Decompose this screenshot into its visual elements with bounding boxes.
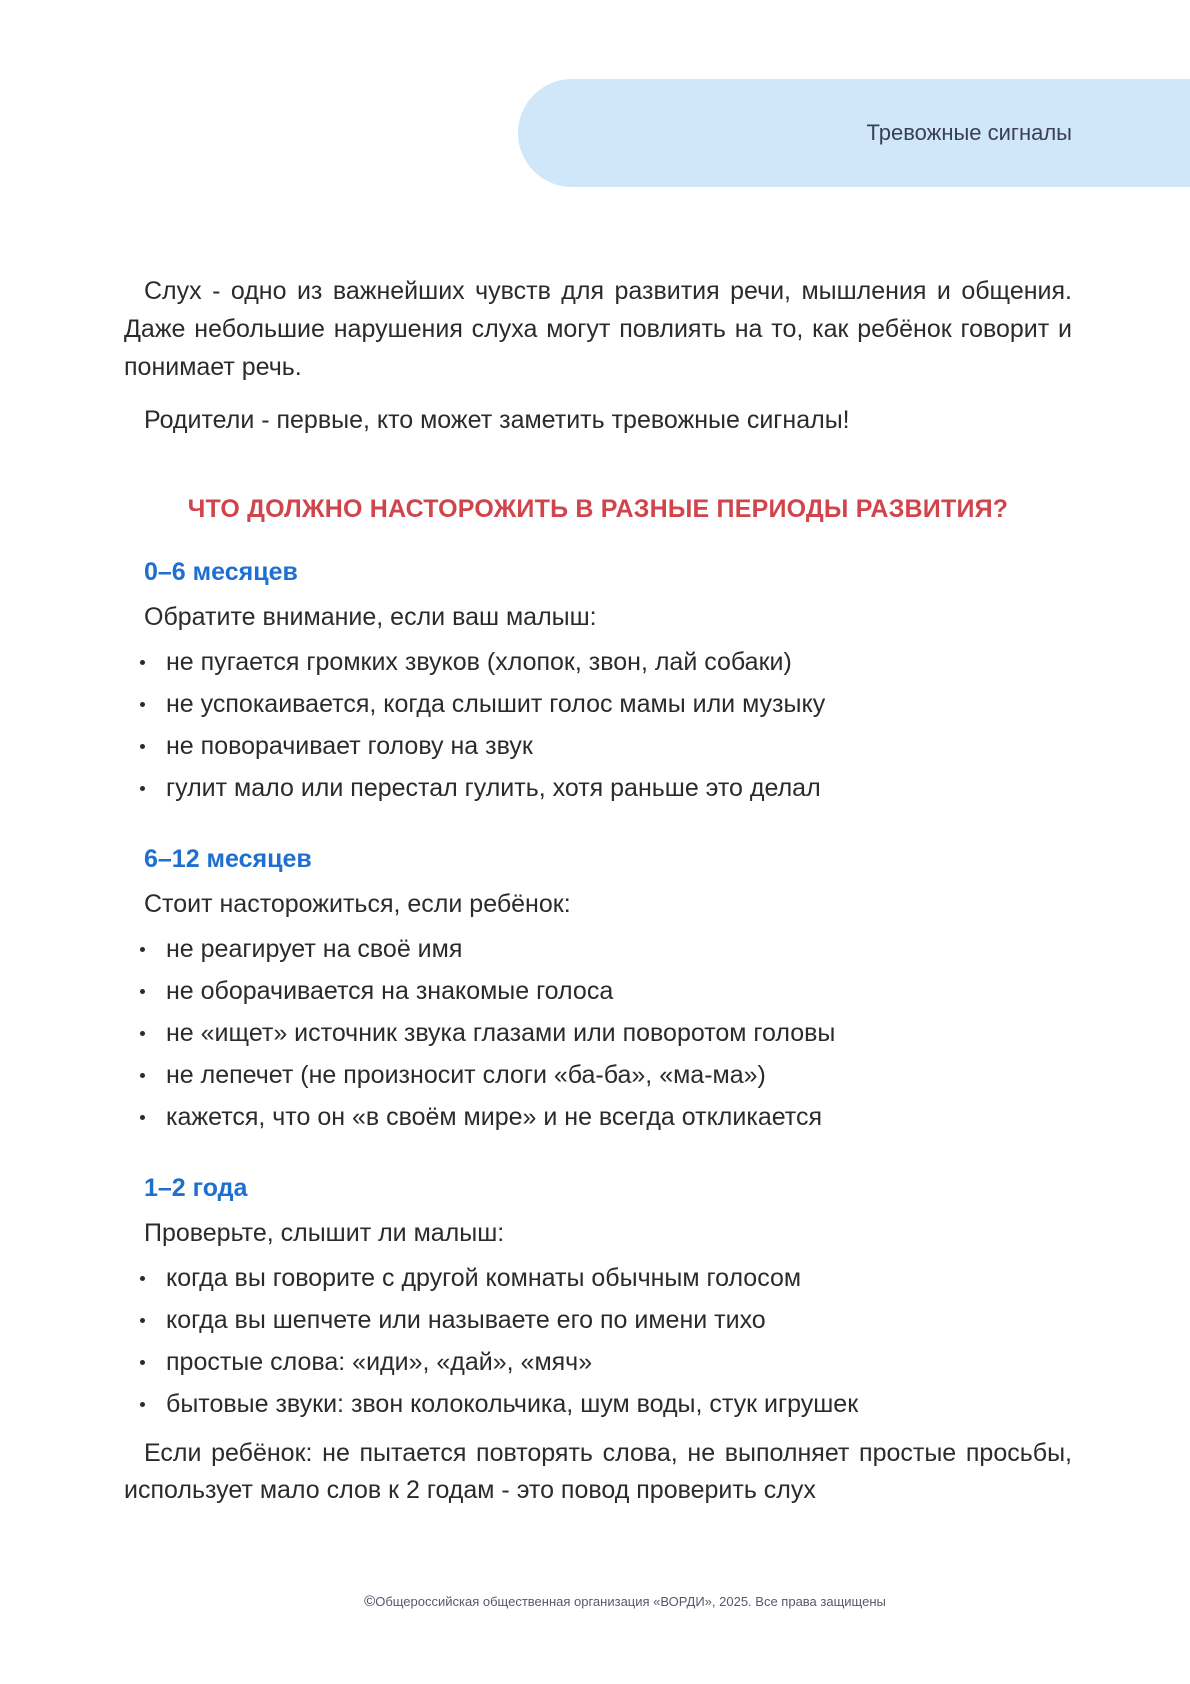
age-intro: Стоит насторожиться, если ребёнок:: [144, 890, 571, 918]
list-item-text: не реагирует на своё имя: [166, 935, 463, 963]
bullet-dot-icon: [140, 1360, 145, 1365]
list-item-text: не лепечет (не произносит слоги «ба-ба», «ма-ма»): [166, 1061, 766, 1089]
list-item-text: кажется, что он «в своём мире» и не всегда откликается: [166, 1103, 823, 1131]
bullet-dot-icon: [140, 947, 145, 952]
list-item-text: когда вы шепчете или называете его по имени тихо: [166, 1306, 766, 1334]
footer-copyright: [0, 1593, 1190, 1611]
section-heading: ЧТО ДОЛЖНО НАСТОРОЖИТЬ В РАЗНЫЕ ПЕРИОДЫ РАЗВИТИЯ?: [187, 495, 1009, 523]
page-content: [124, 272, 1072, 1509]
list-item: [124, 970, 1072, 1012]
list-item-text: когда вы говорите с другой комнаты обычным голосом: [166, 1264, 802, 1292]
list-item: [124, 1054, 1072, 1096]
bullet-dot-icon: [140, 786, 145, 791]
bullet-dot-icon: [140, 989, 145, 994]
bullet-dot-icon: [140, 1276, 145, 1281]
bullet-list: [124, 641, 1072, 809]
bullet-dot-icon: [140, 1031, 145, 1036]
age-intro: Обратите внимание, если ваш малыш:: [144, 603, 597, 631]
age-block-0-6: [124, 554, 1072, 809]
list-item-text: не поворачивает голову на звук: [166, 732, 533, 760]
bullet-dot-icon: [140, 702, 145, 707]
header-title: Тревожные сигналы: [866, 120, 1072, 145]
bullet-dot-icon: [140, 1402, 145, 1407]
list-item: [124, 725, 1072, 767]
bullet-dot-icon: [140, 744, 145, 749]
age-title: 1–2 года: [144, 1174, 248, 1202]
list-item-text: простые слова: «иди», «дай», «мяч»: [166, 1348, 593, 1376]
bullet-dot-icon: [140, 1318, 145, 1323]
list-item-text: не оборачивается на знакомые голоса: [166, 977, 614, 1005]
age-title: 0–6 месяцев: [144, 558, 298, 586]
age-intro: Проверьте, слышит ли малыш:: [144, 1219, 505, 1247]
bullet-list: [124, 928, 1072, 1138]
list-item-text: гулит мало или перестал гулить, хотя раньше это делал: [166, 774, 821, 802]
list-item: [124, 1341, 1072, 1383]
list-item-text: не пугается громких звуков (хлопок, звон, лай собаки): [166, 648, 792, 676]
age-title: 6–12 месяцев: [144, 845, 312, 873]
bullet-dot-icon: [140, 660, 145, 665]
list-item-text: не «ищет» источник звука глазами или поворотом головы: [166, 1019, 836, 1047]
list-item-text: бытовые звуки: звон колокольчика, шум воды, стук игрушек: [166, 1390, 859, 1418]
intro-paragraph-2: Родители - первые, кто может заметить тревожные сигналы!: [144, 406, 850, 434]
list-item-text: не успокаивается, когда слышит голос мамы или музыку: [166, 690, 826, 718]
age-block-6-12: [124, 841, 1072, 1138]
copyright-icon: ©: [364, 1593, 376, 1610]
closing-paragraph: Если ребёнок: не пытается повторять слова, не выполняет простые просьбы, использует мало слов к 2 годам - это повод проверить слух: [124, 1439, 1072, 1504]
list-item: [124, 928, 1072, 970]
list-item: [124, 1012, 1072, 1054]
age-block-1-2: [124, 1170, 1072, 1425]
list-item: [124, 683, 1072, 725]
list-item: [124, 641, 1072, 683]
bullet-list: [124, 1257, 1072, 1425]
bullet-dot-icon: [140, 1073, 145, 1078]
list-item: [124, 1383, 1072, 1425]
bullet-dot-icon: [140, 1115, 145, 1120]
footer-text: Общероссийская общественная организация «ВОРДИ», 2025. Все права защищены: [375, 1594, 886, 1609]
list-item: [124, 767, 1072, 809]
list-item: [124, 1299, 1072, 1341]
list-item: [124, 1257, 1072, 1299]
intro-paragraph-1: Слух - одно из важнейших чувств для развития речи, мышления и общения. Даже небольшие нарушения слуха могут повлиять на то, как ребёнок говорит и понимает речь.: [124, 277, 1072, 381]
list-item: [124, 1096, 1072, 1138]
